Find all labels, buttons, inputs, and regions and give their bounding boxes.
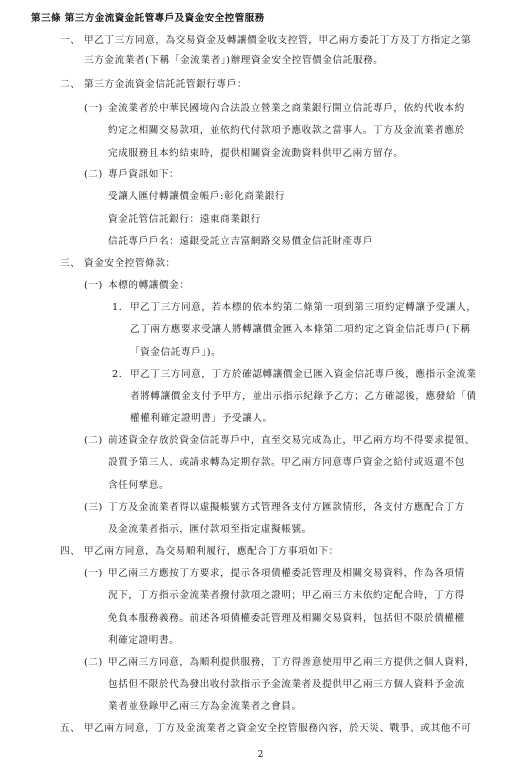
section-4-item-1-line-1: 甲乙兩三方應按丁方要求，提示各項債權委託管理及相關交易資料，作為各項情 <box>108 568 465 579</box>
section-2-heading: 第三方金流資金信託託管銀行專戶： <box>84 79 248 90</box>
section-4-item-1-line-2: 況下，丁方指示金流業者撥付款項之證明；甲乙兩三方未依約定配合時，丁方得 <box>108 590 465 601</box>
subitem-1-line-1: 甲乙丁三方同意，若本標的依本約第二條第一項到第三項約定轉讓予受讓人， <box>130 302 477 313</box>
subitem-2-line-2: 者將轉讓價金支付予甲方，並出示指示紀錄予乙方；乙方確認後，應發給「債 <box>130 391 477 402</box>
section-5-line-1: 甲乙兩方同意，丁方及金流業者之資金安全控管服務內容，於天災、戰爭、或其他不可 <box>84 723 472 734</box>
section-2-item-1-line-1: 金流業者於中華民國境內合法設立營業之商業銀行開立信託專戶，依約代收本約 <box>108 103 465 114</box>
section-3-item-1-label: (一) <box>84 280 103 291</box>
section-4-item-2-line-1: 甲乙兩三方同意，為順利提供服務，丁方得善意使用甲乙兩三方提供之個人資料， <box>108 657 475 668</box>
account-row-custody-bank: 資金託管信託銀行：遠東商業銀行 <box>108 214 261 225</box>
account-row-transfer: 受讓人匯付轉讓價金帳戶:彰化商業銀行 <box>108 191 286 202</box>
section-3-item-2-line-1: 前述資金存放於資金信託專戶中，直至交易完成為止，甲乙兩方均不得要求提領、 <box>108 435 475 446</box>
section-4-item-1-line-3: 免負本服務義務。前述各項債權委託管理及相關交易資料，包括但不限於債權權 <box>108 613 465 624</box>
page-number: 2 <box>257 750 264 760</box>
article-title: 第三條 第三方金流資金託管專戶及資金安全控管服務 <box>31 13 265 24</box>
section-4-item-2-label: (二) <box>84 657 103 668</box>
section-5-label: 五、 <box>60 723 81 734</box>
section-1-line-2: 三方金流業者(下稱「金流業者」)辦理資金安全控管價金信託服務。 <box>84 55 384 66</box>
section-2-label: 二、 <box>60 79 81 90</box>
section-4-heading: 甲乙兩方同意，為交易順利履行，應配合丁方事項如下： <box>84 546 339 557</box>
section-2-item-1-label: (一) <box>84 103 103 114</box>
subitem-2-label: 2. <box>112 369 123 380</box>
section-3-item-1-heading: 本標的轉讓價金： <box>108 280 190 291</box>
section-3-item-2-line-2: 設質予第三人、或請求轉為定期存款。甲乙兩方同意專戶資金之給付或返還不包 <box>108 457 465 468</box>
section-3-item-2-label: (二) <box>84 435 103 446</box>
section-2-item-2-label: (二) <box>84 169 103 180</box>
section-3-label: 三、 <box>60 258 81 269</box>
subitem-2-line-3: 權權利確定證明書」予受讓人。 <box>130 413 273 424</box>
account-row-trust-name: 信託專戶戶名：遠銀受託立吉富網路交易價金信託財產專戶 <box>108 236 374 247</box>
section-2-item-1-line-2: 約定之相關交易款項，並依約代付款項予應收款之當事人。丁方及金流業者應於 <box>108 125 465 136</box>
section-2-item-1-line-3: 完成服務且本約結束時，提供相關資金流動資料供甲乙兩方留存。 <box>108 148 404 159</box>
section-3-item-3-line-2: 及金流業者指示，匯付款項至指定虛擬帳號。 <box>108 524 312 535</box>
section-4-item-2-line-2: 包括但不限於代為發出收付款指示予金流業者及提供甲乙兩三方個人資料予金流 <box>108 679 465 690</box>
section-3-item-3-label: (三) <box>84 502 103 513</box>
section-1-label: 一、 <box>60 35 81 46</box>
subitem-2-line-1: 甲乙丁三方同意，丁方於確認轉讓價金已匯入資金信託專戶後，應指示金流業 <box>130 369 477 380</box>
section-2-item-2-heading: 專戶資訊如下： <box>108 169 180 180</box>
section-3-heading: 資金安全控管條款： <box>84 258 176 269</box>
subitem-1-line-3: 「資金信託專戶」)。 <box>130 347 222 358</box>
section-4-item-1-label: (一) <box>84 568 103 579</box>
section-3-item-3-line-1: 丁方及金流業者得以虛擬帳號方式管理各支付方匯款情形，各支付方應配合丁方 <box>108 502 465 513</box>
subitem-1-line-2: 乙丁兩方應要求受讓人將轉讓價金匯入本條第二項約定之資金信託專戶(下稱 <box>130 324 471 335</box>
section-3-item-2-line-3: 含任何孳息。 <box>108 480 170 491</box>
section-4-item-1-line-4: 利確定證明書。 <box>108 635 180 646</box>
section-4-label: 四、 <box>60 546 81 557</box>
section-1-line-1: 甲乙丁三方同意，為交易資金及轉讓價金收支控管，甲乙兩方委託丁方及丁方指定之第 <box>84 35 472 46</box>
section-4-item-2-line-3: 業者並登錄甲乙兩三方為金流業者之會員。 <box>108 701 302 712</box>
subitem-1-label: 1. <box>112 302 123 313</box>
